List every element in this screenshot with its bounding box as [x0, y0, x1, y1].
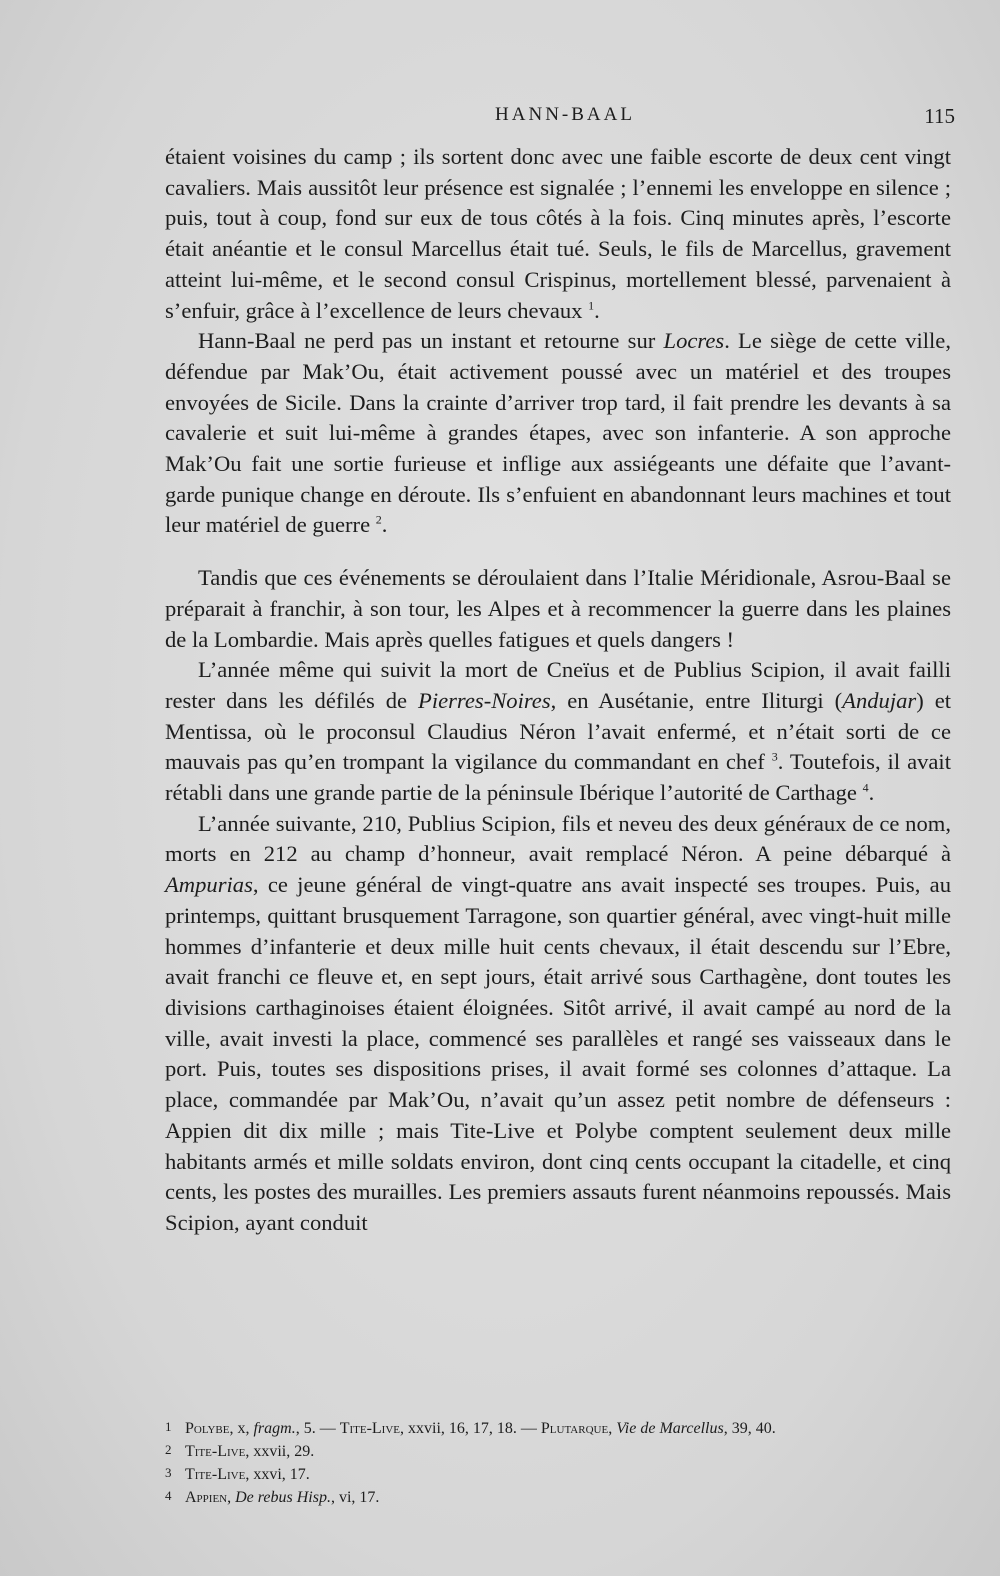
text-run: ,	[227, 1489, 236, 1506]
page-number: 115	[924, 104, 955, 128]
text-run: Tandis que ces événements se déroulaient dans l’Italie Méridionale, Asrou-Baal se préparait à franchir, à son tour, les Alpes et à recommencer la guerre dans les plaines de la Lombardie. Mais après quelles fatigues et quels dangers !	[165, 565, 951, 652]
paragraph	[165, 326, 951, 541]
text-run: L’année suivante, 210, Publius Scipion, fils et neveu des deux généraux de ce nom, morts en 212 au champ d’honneur, avait remplacé Néron. A peine débarqué à	[165, 810, 951, 867]
italic-text: Andujar	[842, 687, 917, 713]
paragraph	[165, 142, 951, 326]
text-run: étaient voisines du camp ; ils sortent donc avec une faible escorte de deux cent vingt cavaliers. Mais aussitôt leur présence est signalée ; l’ennemi les enveloppe en silence ; puis, tout à coup, fond sur eux de tous côtés à la fois. Cinq minutes après, l’escorte était anéantie et le consul Marcellus était tué. Seuls, le fils de Marcellus, gravement atteint lui-même, et le second consul Crispinus, mortellement blessé, parvenaient à s’enfuir, grâce à l’excellence de leurs chevaux	[165, 144, 951, 323]
text-run: , 39, 40.	[723, 1420, 776, 1437]
text-run: ,	[608, 1420, 617, 1437]
text-run: .	[594, 297, 600, 323]
footnote-ref: 1	[588, 297, 595, 312]
author-name: Polybe	[185, 1420, 230, 1437]
footnote-number: 4	[165, 1488, 172, 1503]
text-run: , vi, 17.	[330, 1489, 380, 1506]
text-run: .	[868, 780, 875, 806]
italic-text: fragm.	[253, 1420, 296, 1437]
footnote	[165, 1439, 951, 1462]
footnote-ref: 3	[771, 749, 778, 764]
footnote-number: 2	[165, 1442, 172, 1457]
italic-text: Pierres-Noires	[418, 687, 551, 713]
text-run: , x,	[229, 1420, 254, 1437]
footnote-number: 1	[165, 1419, 172, 1434]
footnote	[165, 1416, 951, 1439]
text-run: , xxvi, 17.	[245, 1466, 310, 1483]
footnote-ref: 4	[862, 780, 869, 795]
text-run: , 5. —	[295, 1420, 340, 1437]
text-run: , xxvii, 29.	[245, 1443, 315, 1460]
author-name: Tite-Live	[185, 1466, 246, 1483]
paragraph	[165, 655, 951, 809]
footnote-ref: 2	[375, 512, 382, 527]
paragraph	[165, 809, 951, 1239]
text-run: .	[381, 512, 388, 538]
author-name: Appien	[185, 1489, 228, 1506]
running-head	[165, 102, 965, 132]
footnote	[165, 1485, 951, 1508]
text-run: , en Ausétanie, entre Iliturgi (	[550, 687, 843, 713]
text-run: . Le siège de cette ville, défendue par Mak’Ou, était activement poussé avec un matériel et des troupes envoyées de Sicile. Dans la crainte d’arriver trop tard, il fait prendre les devants à sa cavalerie et suit lui-même à grandes étapes, avec son infanterie. A son approche Mak’Ou fait une sortie furieuse et inflige aux assiégeants une défaite que l’avant-garde punique change en déroute. Ils s’enfuient en abandonnant leurs machines et tout leur matériel de guerre	[165, 328, 951, 538]
italic-text: Locres	[663, 328, 725, 354]
italic-text: Vie de Marcellus	[616, 1420, 724, 1437]
text-run: . Toutefois, il avait rétabli dans une grande partie de la péninsule Ibérique l’autorité de Carthage	[165, 749, 951, 806]
author-name: Tite-Live	[339, 1420, 401, 1437]
italic-text: Ampurias	[165, 872, 253, 898]
text-run: ) et Mentissa, où le proconsul Claudius Néron l’avait enfermé, et n’était sorti de ce mauvais pas qu’en trompant la vigilance du commandant en chef	[165, 687, 952, 775]
body-text	[165, 142, 951, 1239]
paragraph	[165, 563, 951, 655]
text-run: , xxvii, 16, 17, 18. —	[400, 1420, 541, 1437]
text-run: Hann-Baal ne perd pas un instant et retourne sur	[198, 328, 664, 354]
footnotes	[165, 1416, 951, 1508]
text-run: , ce jeune général de vingt-quatre ans avait inspecté ses troupes. Puis, au printemps, quittant brusquement Tarragone, son quartier général, avec vingt-huit mille hommes d’infanterie et deux mille huit cents chevaux, il était descendu sur l’Ebre, avait franchi ce fleuve et, en sept jours, était arrivé sous Carthagène, dont toutes les divisions carthaginoises étaient éloignées. Sitôt arrivé, il avait campé au nord de la ville, avait investi la place, commencé ses parallèles et rangé ses vaisseaux dans le port. Puis, toutes ses dispositions prises, il avait formé ses colonnes d’attaque. La place, commandée par Mak’Ou, n’avait qu’un assez petit nombre de défenseurs : Appien dit dix mille ; mais Tite-Live et Polybe comptent seulement deux mille habitants armés et mille soldats environ, dont cinq cents occupant la citadelle, et cinq cents, les postes des murailles. Les premiers assauts furent néanmoins repoussés. Mais Scipion, ayant conduit	[165, 872, 951, 1235]
author-name: Plutarque	[540, 1420, 609, 1437]
footnote-number: 3	[165, 1465, 172, 1480]
footnote	[165, 1462, 951, 1485]
italic-text: De rebus Hisp.	[235, 1489, 331, 1506]
text-run: L’année même qui suivit la mort de Cneïus et de Publius Scipion, il avait failli rester dans les défilés de	[165, 657, 951, 713]
author-name: Tite-Live	[185, 1443, 246, 1460]
running-title: HANN-BAAL	[495, 104, 635, 125]
